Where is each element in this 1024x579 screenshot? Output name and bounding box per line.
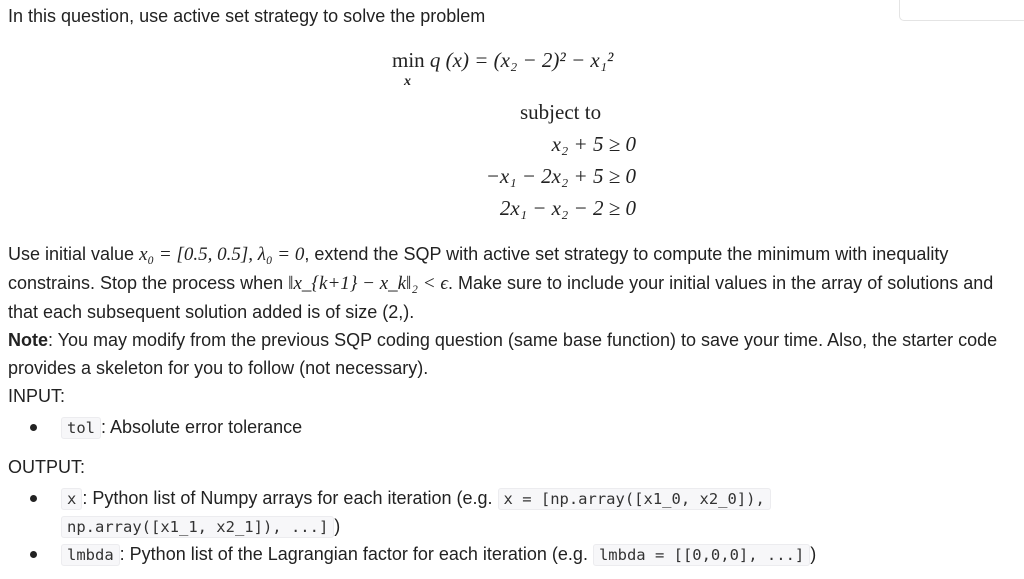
output-item-x-desc: : Python list of Numpy arrays for each iteration (e.g. xyxy=(82,488,498,508)
code-x-example-line1: x = [np.array([x1_0, x2_0]), xyxy=(498,488,771,510)
objective-function xyxy=(392,48,614,89)
bullet-dot-icon xyxy=(30,424,37,431)
code-tol: tol xyxy=(61,417,101,439)
constraint-1: x₂ + 5 ≥ 0 xyxy=(551,132,636,156)
note-label: Note xyxy=(8,330,48,350)
intro-text: In this question, use active set strategy to solve the problem xyxy=(8,6,486,26)
code-x-example-line2: np.array([x1_1, x2_1]), ...] xyxy=(61,516,334,538)
output-item-x-text xyxy=(61,484,771,513)
output-item-x-continued xyxy=(61,512,340,541)
input-item-desc: : Absolute error tolerance xyxy=(101,417,303,437)
instructions-part-2: , extend the SQP with active set strategy to compute the minimum with inequality constrains. Stop the process when xyxy=(8,244,949,293)
code-lmbda: lmbda xyxy=(61,544,120,566)
output-heading: OUTPUT: xyxy=(8,457,86,477)
initial-value-math: x₀ = [0.5, 0.5], λ₀ = 0 xyxy=(139,244,305,265)
output-item-lmbda-text xyxy=(61,540,816,569)
input-heading: INPUT: xyxy=(8,386,66,406)
instructions-part-1: Use initial value xyxy=(8,244,140,264)
bullet-dot-icon xyxy=(30,551,37,558)
stop-criterion-math: ‖x_{k+1} − x_k‖₂ < ϵ xyxy=(288,273,448,294)
problem-math-block xyxy=(380,44,700,229)
constraint-2: −x₁ − 2x₂ + 5 ≥ 0 xyxy=(485,164,636,188)
min-word: min xyxy=(392,48,425,72)
output-item-lmbda-desc: : Python list of the Lagrangian factor for each iteration (e.g. xyxy=(119,544,593,564)
min-subscript: x xyxy=(404,74,411,89)
note-paragraph xyxy=(8,326,1013,382)
instructions-main xyxy=(8,240,1013,326)
note-text: : You may modify from the previous SQP coding question (same base function) to save your time. Also, the starter code provides a skeleton for you to follow (not necessary). xyxy=(8,330,998,378)
min-operator xyxy=(392,48,425,89)
output-item-x-tail: ) xyxy=(334,516,341,536)
output-item-lmbda-tail: ) xyxy=(810,544,817,564)
input-item-text xyxy=(61,413,302,442)
code-x: x xyxy=(61,488,82,510)
code-lmbda-example: lmbda = [[0,0,0], ...] xyxy=(593,544,810,566)
objective-rhs: q (x) = (x₂ − 2)² − x₁² xyxy=(429,48,614,72)
bullet-dot-icon xyxy=(30,495,37,502)
corner-panel xyxy=(899,0,1024,21)
instructions-paragraph xyxy=(8,240,1013,382)
instructions-part-3: . Make sure to include your initial values in the array of solutions and that each subsequent solution added is of size (2,). xyxy=(8,273,994,322)
constraint-3: 2x₁ − x₂ − 2 ≥ 0 xyxy=(499,196,636,220)
subject-to-label: subject to xyxy=(520,100,602,124)
